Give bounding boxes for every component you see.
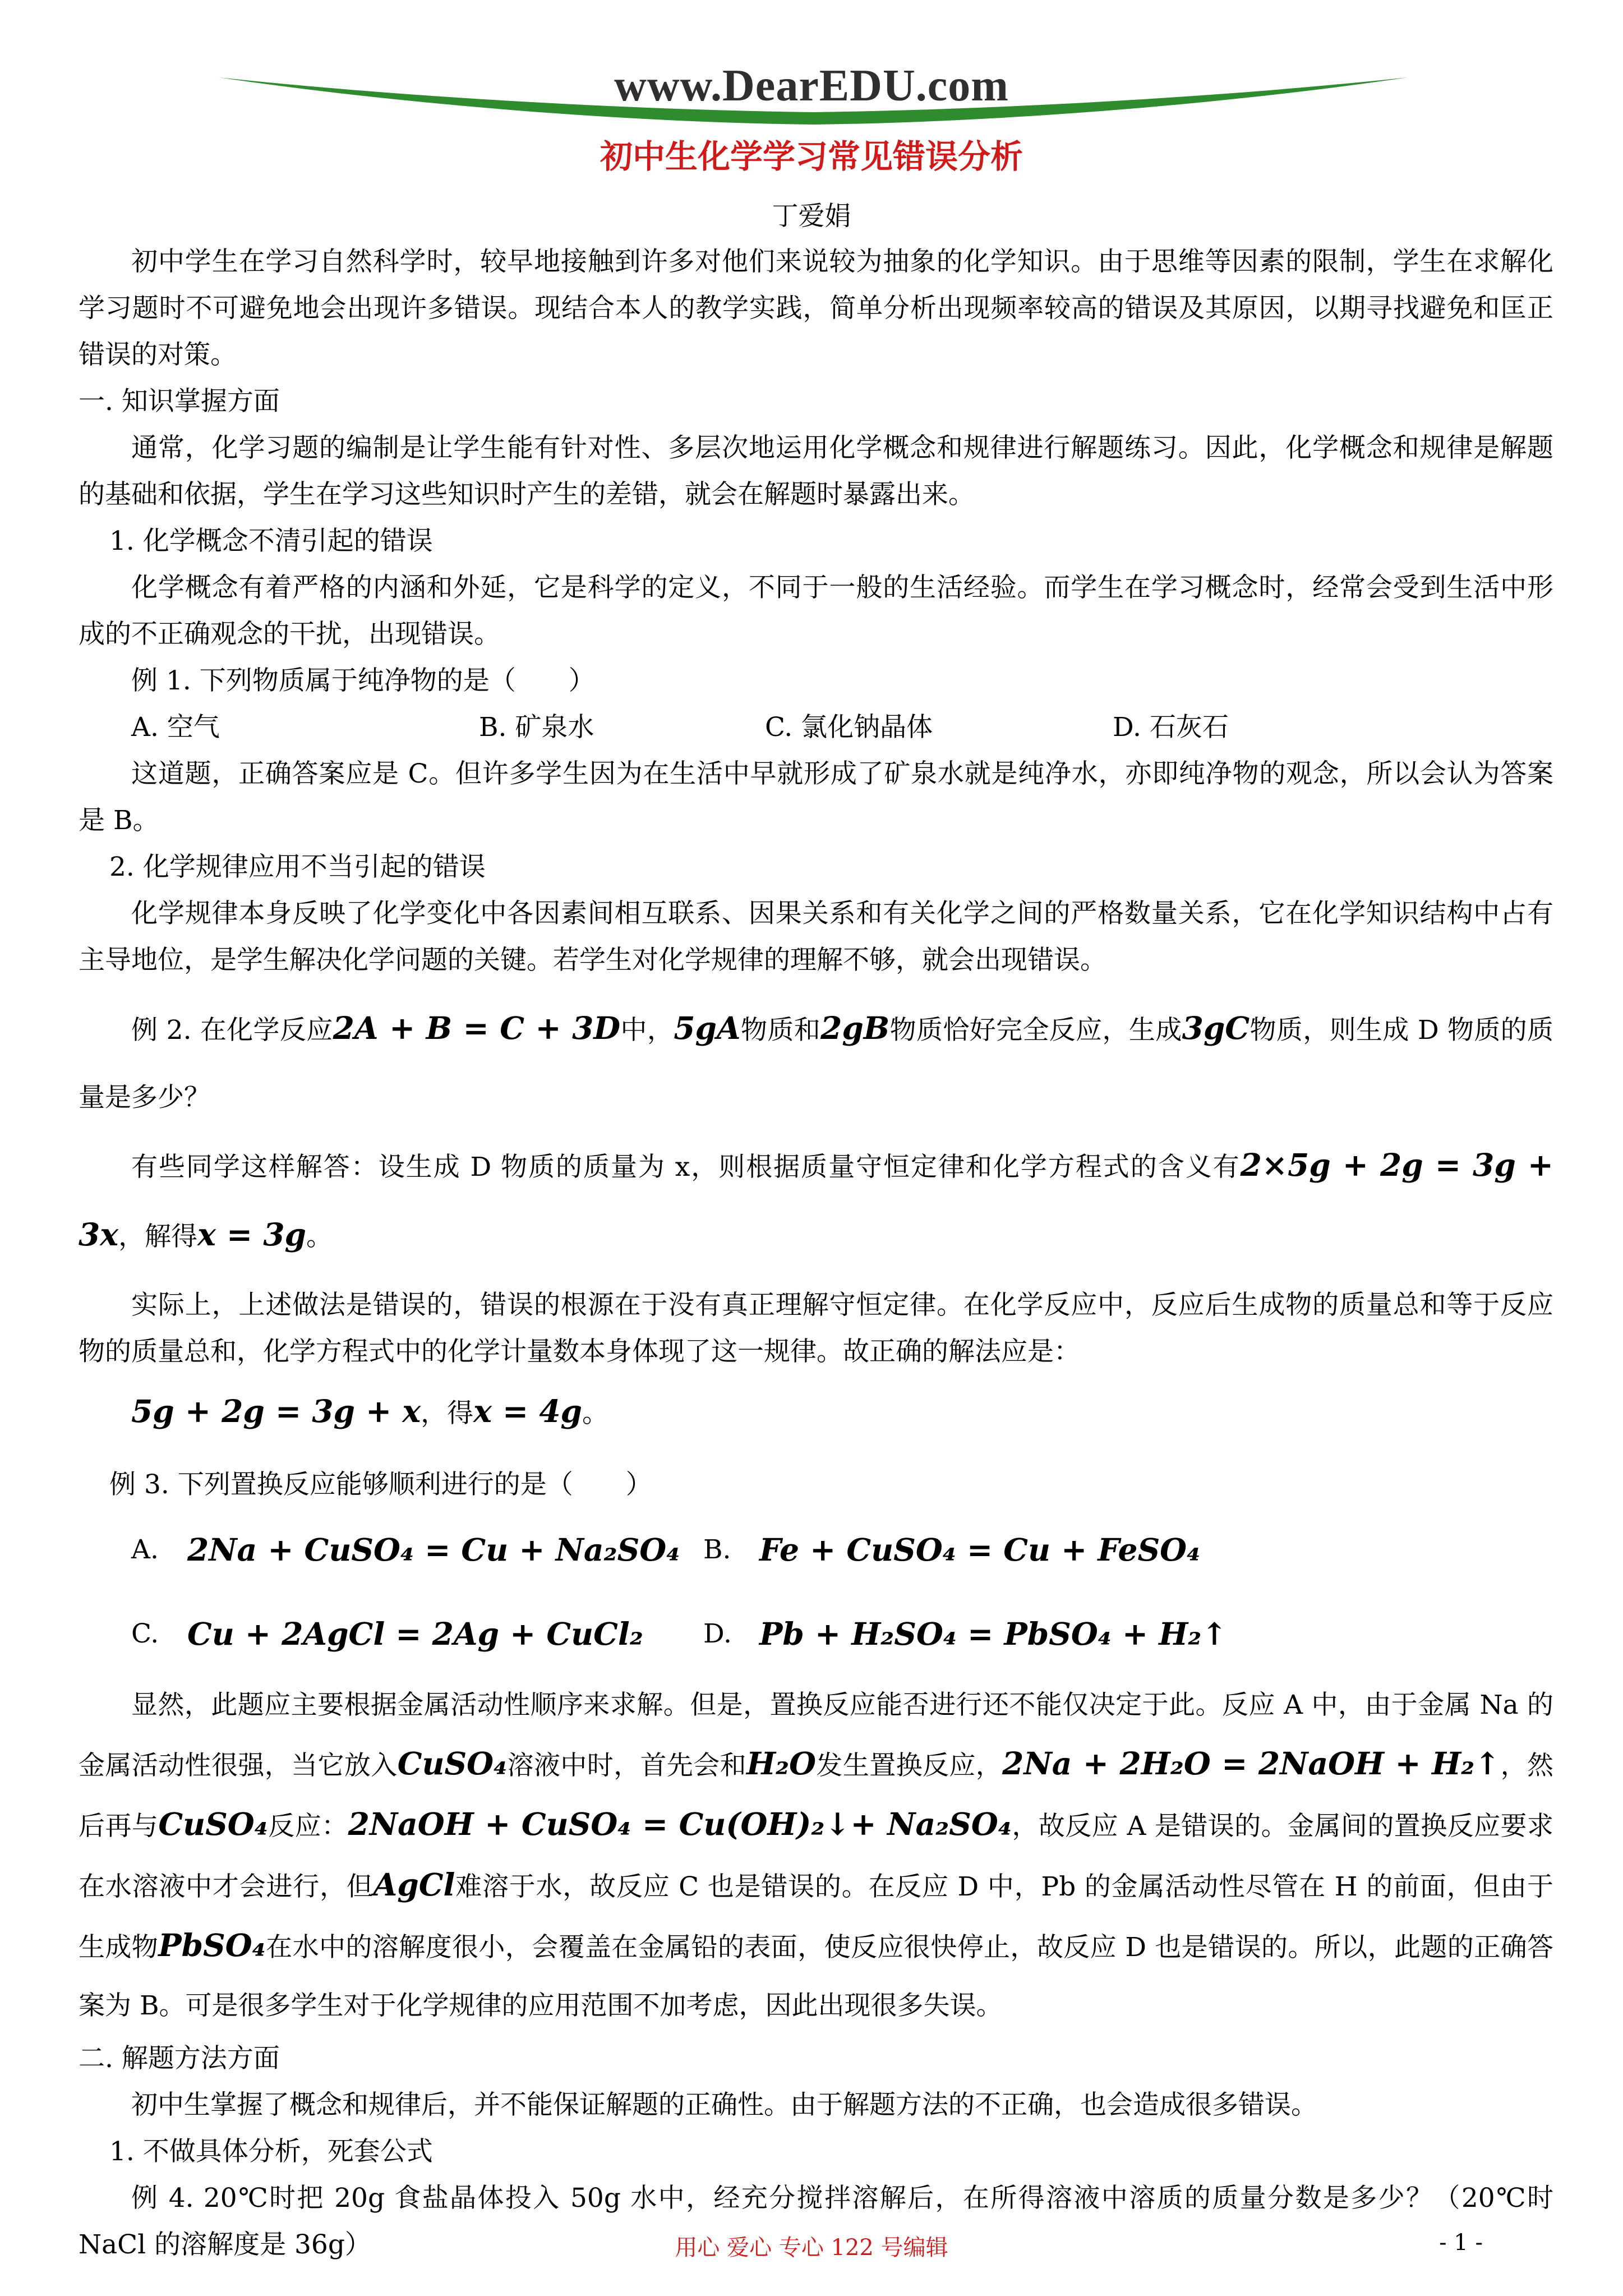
subsection-2-1-heading: 1. 不做具体分析，死套公式 (109, 2136, 433, 2167)
example-2-wrong-solution: 有些同学这样解答：设生成 D 物质的质量为 x，则根据质量守恒定律和化学方程式的含义有2×5g + 2g = 3g + 3x，解得x = 3g。 (79, 1147, 1553, 1253)
formula: PbSO₄ (158, 1927, 266, 1963)
example-2-analysis: 实际上，上述做法是错误的，错误的根源在于没有真正理解守恒定律。在化学反应中，反应后生成物的质量总和等于反应物的质量总和，化学方程式中的化学计量数本身体现了这一规律。故正确的解法应是： (79, 1290, 1553, 1367)
site-logo-text: www.DearEDU.com (614, 61, 1009, 111)
section-1-heading: 一. 知识掌握方面 (79, 386, 280, 417)
formula: AgCl (373, 1866, 455, 1903)
article-body (79, 238, 1553, 2268)
footer-note: 用心 爱心 专心 122 号编辑 (675, 2235, 948, 2261)
option-c: C. 氯化钠晶体 (765, 712, 933, 743)
option-a: A. 空气 (131, 712, 220, 743)
formula: CuSO₄ (158, 1806, 268, 1842)
example-3-options-row-1: A. 2Na + CuSO₄ = Cu + Na₂SO₄ B. Fe + CuSO₄ = Cu + FeSO₄ (79, 1508, 1553, 1592)
equation: 2×5g + 2g = 3g + 3x (79, 1147, 1553, 1253)
subsection-1-2-heading: 2. 化学规律应用不当引起的错误 (109, 852, 486, 882)
author-name: 丁爱娟 (772, 201, 851, 232)
subsection-1-1-text: 化学概念有着严格的内涵和外延，它是科学的定义，不同于一般的生活经验。而学生在学习概念时，经常会受到生活中形成的不正确观念的干扰，出现错误。 (79, 572, 1553, 650)
option-b: B. 矿泉水 (479, 712, 594, 743)
example-3-question: 例 3. 下列置换反应能够顺利进行的是（ ） (109, 1469, 652, 1500)
example-3-analysis: 显然，此题应主要根据金属活动性顺序来求解。但是，置换反应能否进行还不能仅决定于此。反应 A 中，由于金属 Na 的金属活动性很强，当它放入CuSO₄溶液中时，首先会和H₂O发生置换反应，2Na + 2H₂O = 2NaOH + H₂↑，然后再与CuSO₄反应：2NaOH + CuSO₄ = Cu(OH)₂↓+ Na₂SO₄，故反应 A 是错误的。金属间的置换反应要求在水溶液中才会进行，但AgCl难溶于水，故反应 C 也是错误的。在反应 D 中，Pb 的金属活动性尽管在 H 的前面，但由于生成物PbSO₄在水中的溶解度很小，会覆盖在金属铅的表面，使反应很快停止，故反应 D 也是错误的。所以，此题的正确答案为 B。可是很多学生对于化学规律的应用范围不加考虑，因此出现很多失误。 (79, 1690, 1554, 2021)
mass-term: 5gA (674, 1010, 741, 1046)
option-b-equation: Fe + CuSO₄ = Cu + FeSO₄ (759, 1531, 1201, 1568)
option-d: D. 石灰石 (1113, 712, 1229, 743)
equation: x = 3g (197, 1216, 306, 1253)
page-number: - 1 - (1439, 2230, 1483, 2256)
mass-term: 2gB (820, 1010, 890, 1046)
section-2-heading: 二. 解题方法方面 (79, 2043, 280, 2074)
option-c-equation: Cu + 2AgCl = 2Ag + CuCl₂ (187, 1616, 643, 1652)
section-1-text: 通常，化学习题的编制是让学生能有针对性、多层次地运用化学概念和规律进行解题练习。因此，化学概念和规律是解题的基础和依据，学生在学习这些知识时产生的差错，就会在解题时暴露出来。 (79, 432, 1553, 510)
equation: 2Na + 2H₂O = 2NaOH + H₂↑ (1002, 1745, 1501, 1782)
subsection-1-2-text: 化学规律本身反映了化学变化中各因素间相互联系、因果关系和有关化学之间的严格数量关系，它在化学知识结构中占有主导地位，是学生解决化学问题的关键。若学生对化学规律的理解不够，就会出现错误。 (79, 898, 1553, 976)
equation: 2A + B = C + 3D (333, 1010, 621, 1046)
page-title: 初中生化学学习常见错误分析 (600, 137, 1023, 176)
formula: CuSO₄ (397, 1745, 508, 1782)
example-1-question: 例 1. 下列物质属于纯净物的是（ ） (131, 665, 595, 696)
example-2-right-solution: 5g + 2g = 3g + x，得x = 4g。 (131, 1393, 609, 1429)
equation: x = 4g (473, 1393, 583, 1429)
equation: 5g + 2g = 3g + x (131, 1393, 421, 1429)
example-1-analysis: 这道题，正确答案应是 C。但许多学生因为在生活中早就形成了矿泉水就是纯净水，亦即纯净物的观念，所以会认为答案是 B。 (79, 758, 1553, 836)
formula: H₂O (746, 1745, 817, 1782)
example-4-question: 例 4. 20℃时把 20g 食盐晶体投入 50g 水中，经充分搅拌溶解后，在所得溶液中溶质的质量分数是多少？（20℃时 NaCl 的溶解度是 36g） (79, 2183, 1553, 2260)
intro-paragraph: 初中学生在学习自然科学时，较早地接触到许多对他们来说较为抽象的化学知识。由于思维等因素的限制，学生在求解化学习题时不可避免地会出现许多错误。现结合本人的教学实践，简单分析出现频率较高的错误及其原因，以期寻找避免和匡正错误的对策。 (79, 246, 1553, 370)
example-2-question: 例 2. 在化学反应2A + B = C + 3D中，5gA物质和2gB物质恰好完全反应，生成3gC物质，则生成 D 物质的质量是多少？ (79, 1010, 1554, 1113)
option-a-equation: 2Na + CuSO₄ = Cu + Na₂SO₄ (187, 1531, 680, 1568)
mass-term: 3gC (1182, 1010, 1250, 1046)
example-3-options-row-2: C. Cu + 2AgCl = 2Ag + CuCl₂ D. Pb + H₂SO₄ = PbSO₄ + H₂↑ (79, 1592, 1553, 1676)
option-d-equation: Pb + H₂SO₄ = PbSO₄ + H₂↑ (759, 1616, 1228, 1652)
equation: 2NaOH + CuSO₄ = Cu(OH)₂↓+ Na₂SO₄ (348, 1806, 1012, 1842)
section-2-text: 初中生掌握了概念和规律后，并不能保证解题的正确性。由于解题方法的不正确，也会造成很多错误。 (131, 2090, 1317, 2120)
subsection-1-1-heading: 1. 化学概念不清引起的错误 (109, 526, 433, 556)
example-1-options (79, 704, 1553, 751)
